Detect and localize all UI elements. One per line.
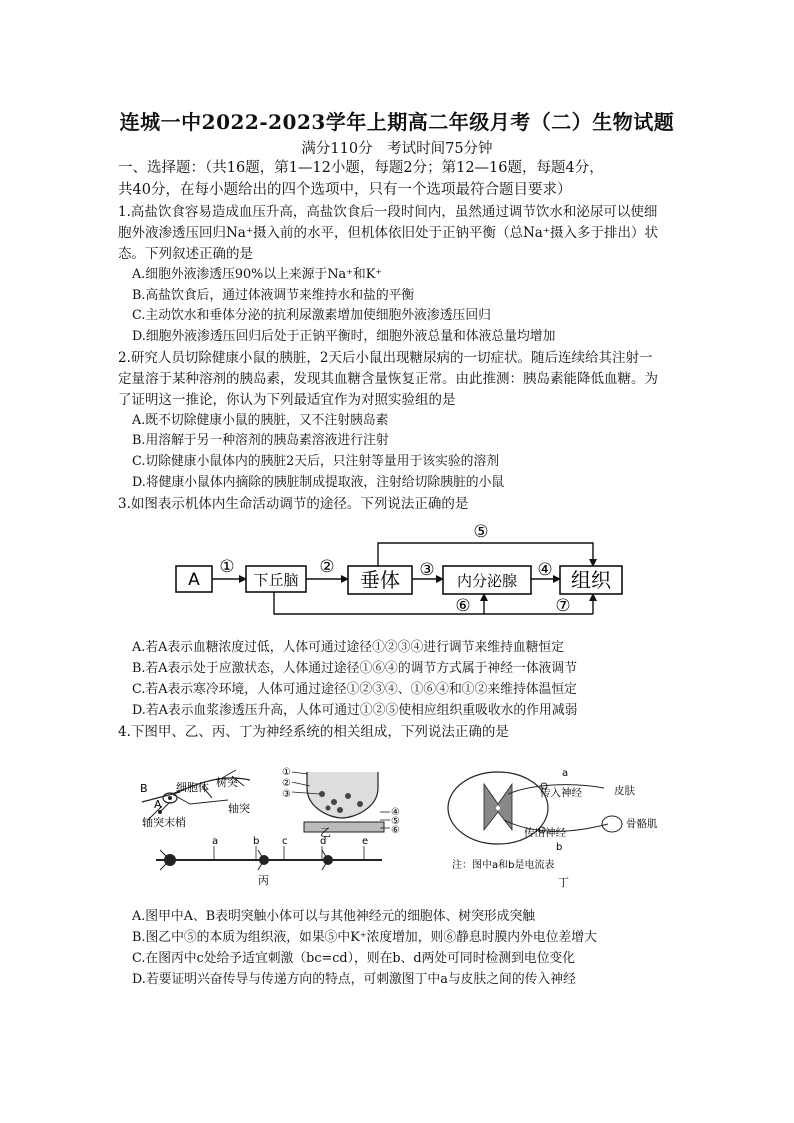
box-hypothalamus-label: 下丘脑 — [253, 571, 299, 589]
route-2-label: ② — [319, 557, 335, 577]
arrow-6 — [274, 592, 484, 614]
q3-option-a: A.若A表示血糖浓度过低，人体可通过途径①②③④进行调节来维持血糖恒定 — [132, 640, 565, 655]
nervous-system-figures — [132, 764, 682, 890]
q4-option-d: D.若要证明兴奋传导与传递方向的特点，可刺激图丁中a与皮肤之间的传入神经 — [132, 972, 576, 987]
bing-label-b: b — [253, 836, 260, 847]
route-1-label: ① — [219, 557, 235, 577]
bing-label-d: d — [320, 836, 327, 847]
route-4-label: ④ — [537, 560, 553, 580]
section-heading-line2: 共40分，在每小题给出的四个选项中，只有一个选项最符合题目要求） — [118, 182, 572, 198]
exam-subtitle: 满分110分 考试时间75分钟 — [301, 141, 493, 157]
jia-label-a: A — [154, 798, 162, 811]
q2-option-b: B.用溶解于另一种溶剂的胰岛素溶液进行注射 — [132, 433, 389, 448]
route-5-label: ⑤ — [473, 522, 489, 542]
yi-label-5: ⑤ — [391, 816, 400, 827]
jia-label-dendrite: 树突 — [216, 776, 238, 789]
jia-label-axon-end: 轴突末梢 — [142, 816, 186, 829]
regulation-pathway-diagram — [170, 518, 640, 622]
q3-option-d: D.若A表示血浆渗透压升高，人体可通过①②⑤使相应组织重吸收水的作用减弱 — [132, 703, 578, 718]
q4-option-b: B.图乙中⑤的本质为组织液，如果⑤中K⁺浓度增加，则⑥静息时膜内外电位差增大 — [132, 930, 597, 945]
q1-stem-line1: 1.高盐饮食容易造成血压升高，高盐饮食后一段时间内，虽然通过调节饮水和泌尿可以使细 — [118, 204, 658, 220]
yi-label-6: ⑥ — [391, 825, 400, 836]
q2-stem-line3: 了证明这一推论，你认为下列最适宜作为对照实验组的是 — [118, 392, 456, 408]
q4-option-a: A.图甲中A、B表明突触小体可以与其他神经元的细胞体、树突形成突触 — [132, 909, 536, 924]
ding-label-afferent: 传入神经 — [540, 787, 582, 799]
q2-stem-line1: 2.研究人员切除健康小鼠的胰脏，2天后小鼠出现糖尿病的一切症状。随后连续给其注射一 — [118, 350, 653, 366]
bing-caption: 丙 — [258, 874, 269, 887]
exam-title: 连城一中2022-2023学年上期高二年级月考（二）生物试题 — [119, 110, 675, 134]
q1-option-b: B.高盐饮食后，通过体液调节来维持水和盐的平衡 — [132, 288, 415, 303]
figure-yi — [282, 767, 400, 839]
q2-option-c: C.切除健康小鼠体内的胰脏2天后，只注射等量用于该实验的溶剂 — [132, 454, 500, 469]
yi-label-4: ④ — [391, 807, 400, 818]
q1-option-c: C.主动饮水和垂体分泌的抗利尿激素增加使细胞外液渗透压回归 — [132, 308, 491, 323]
yi-label-2: ② — [282, 778, 291, 789]
box-endocrine-label: 内分泌腺 — [456, 572, 518, 590]
ding-label-a: a — [562, 768, 569, 779]
ding-label-efferent: 传出神经 — [524, 827, 566, 839]
q1-stem-line2: 胞外液渗透压回归Na⁺摄入前的水平，但机体依旧处于正钠平衡（总Na⁺摄入多于排出）状 — [118, 225, 658, 241]
q1-stem-line3: 态。下列叙述正确的是 — [118, 246, 253, 262]
ding-label-skin: 皮肤 — [614, 785, 635, 797]
jia-label-b: B — [140, 782, 148, 795]
q3-option-c: C.若A表示寒冷环境，人体可通过途径①②③④、①⑥④和①②来维持体温恒定 — [132, 682, 577, 697]
yi-caption: 乙 — [320, 826, 331, 839]
q2-option-a: A.既不切除健康小鼠的胰脏，又不注射胰岛素 — [132, 413, 389, 428]
route-3-label: ③ — [419, 560, 435, 580]
yi-label-3: ③ — [282, 789, 291, 800]
figure-ding — [448, 768, 658, 889]
ding-label-muscle: 骨骼肌 — [626, 818, 658, 830]
bing-label-e: e — [362, 836, 369, 847]
ding-note: 注：图中a和b是电流表 — [452, 860, 555, 871]
yi-label-1: ① — [282, 767, 291, 778]
route-7-label: ⑦ — [555, 596, 571, 616]
q3-stem: 3.如图表示机体内生命活动调节的途径。下列说法正确的是 — [118, 496, 469, 512]
box-a-label: A — [188, 570, 200, 590]
arrow-5 — [378, 543, 593, 566]
q2-stem-line2: 定量溶于某种溶剂的胰岛素，发现其血糖含量恢复正常。由此推测：胰岛素能降低血糖。为 — [118, 371, 658, 387]
ding-caption: 丁 — [558, 876, 569, 889]
q1-option-a: A.细胞外液渗透压90%以上来源于Na⁺和K⁺ — [132, 267, 383, 282]
q3-option-b: B.若A表示处于应激状态，人体通过途径①⑥④的调节方式属于神经一体液调节 — [132, 661, 578, 676]
ding-label-b: b — [556, 842, 563, 853]
jia-label-axon: 轴突 — [228, 802, 250, 815]
box-tissue-label: 组织 — [571, 568, 611, 592]
bing-label-c: c — [282, 836, 288, 847]
figure-jia — [140, 770, 250, 829]
section-heading-line1: 一、选择题：（共16题，第1—12小题，每题2分；第12—16题，每题4分， — [118, 160, 604, 176]
box-pituitary-label: 垂体 — [360, 568, 400, 592]
jia-label-cell-body: 细胞体 — [176, 781, 209, 794]
q1-option-d: D.细胞外液渗透压回归后处于正钠平衡时，细胞外液总量和体液总量均增加 — [132, 329, 556, 344]
figure-bing — [156, 836, 382, 887]
q4-option-c: C.在图丙中c处给予适宜刺激（bc=cd），则在b、d两处可同时检测到电位变化 — [132, 951, 576, 966]
q4-stem: 4.下图甲、乙、丙、丁为神经系统的相关组成，下列说法正确的是 — [118, 724, 509, 740]
bing-label-a: a — [212, 836, 219, 847]
q2-option-d: D.将健康小鼠体内摘除的胰脏制成提取液，注射给切除胰脏的小鼠 — [132, 475, 505, 490]
route-6-label: ⑥ — [455, 596, 471, 616]
